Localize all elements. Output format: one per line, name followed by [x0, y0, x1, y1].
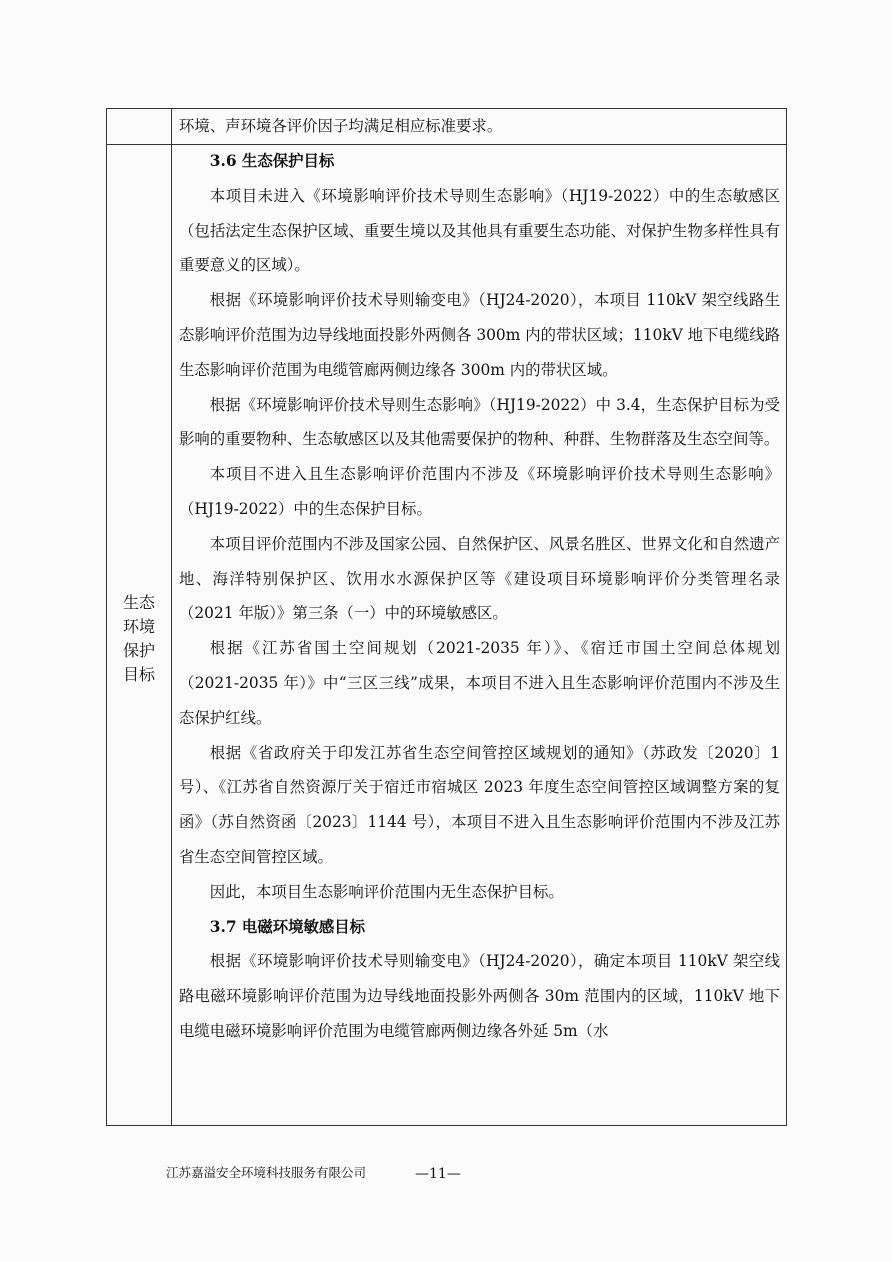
document-table: [106, 108, 787, 1126]
row-label-line: 保护: [122, 641, 155, 660]
page-number: —11—: [415, 1166, 461, 1182]
row-label-line: 环境: [122, 617, 155, 636]
paragraph: 本项目不进入且生态影响评价范围内不涉及《环境影响评价技术导则生态影响》（HJ19-2022）中的生态保护目标。: [179, 465, 780, 518]
section-heading-3-7: 3.7 电磁环境敏感目标: [209, 917, 366, 936]
table-content: [179, 109, 780, 1049]
column-divider: [171, 109, 172, 1125]
paragraph: 根据《江苏省国土空间规划（2021-2035 年）》、《宿迁市国土空间总体规划（2021-2035 年）》中“三区三线”成果，本项目不进入且生态影响评价范围内不涉及生态保护红线。: [179, 639, 780, 727]
paragraph: 根据《省政府关于印发江苏省生态空间管控区域规划的通知》（苏政发〔2020〕1 号）、《江苏省自然资源厅关于宿迁市宿城区 2023 年度生态空间管控区域调整方案的复函》（苏自然资函〔2023〕1144 号），本项目不进入且生态影响评价范围内不涉及江苏省生态空间管控区域。: [179, 743, 780, 866]
section-heading-3-6: 3.6 生态保护目标: [209, 152, 335, 170]
row-label-line: 生态: [122, 593, 155, 612]
paragraph: 根据《环境影响评价技术导则输变电》（HJ24-2020），确定本项目 110kV 架空线路电磁环境影响评价范围为边导线地面投影外两侧各 30m 范围内的区域，110kV 地下电缆电磁环境影响评价范围为电缆管廊两侧边缘各外延 5m（水: [179, 952, 780, 1040]
paragraph: 本项目未进入《环境影响评价技术导则生态影响》（HJ19-2022）中的生态敏感区（包括法定生态保护区域、重要生境以及其他具有重要生态功能、对保护生物多样性具有重要意义的区域）。: [179, 186, 780, 275]
paragraph: 根据《环境影响评价技术导则输变电》（HJ24-2020），本项目 110kV 架空线路生态影响评价范围为边导线地面投影外两侧各 300m 内的带状区域；110kV 地下电缆线路生态影响评价范围为电缆管廊两侧边缘各 300m 内的带状区域。: [179, 291, 780, 379]
paragraph: 本项目评价范围内不涉及国家公园、自然保护区、风景名胜区、世界文化和自然遗产地、海洋特别保护区、饮用水水源保护区等《建设项目环境影响评价分类管理名录（2021 年版）》第三条（一）中的环境敏感区。: [179, 534, 780, 623]
row-label-line: 目标: [122, 665, 155, 684]
row-label: [107, 591, 171, 687]
footer-company: 江苏嘉溢安全环境科技服务有限公司: [166, 1165, 367, 1180]
first-row-text: 环境、声环境各评价因子均满足相应标准要求。: [179, 117, 503, 135]
paragraph: 根据《环境影响评价技术导则生态影响》（HJ19-2022）中 3.4，生态保护目标为受影响的重要物种、生态敏感区以及其他需要保护的物种、种群、生物群落及生态空间等。: [179, 395, 780, 449]
paragraph: 因此，本项目生态影响评价范围内无生态保护目标。: [209, 882, 564, 901]
